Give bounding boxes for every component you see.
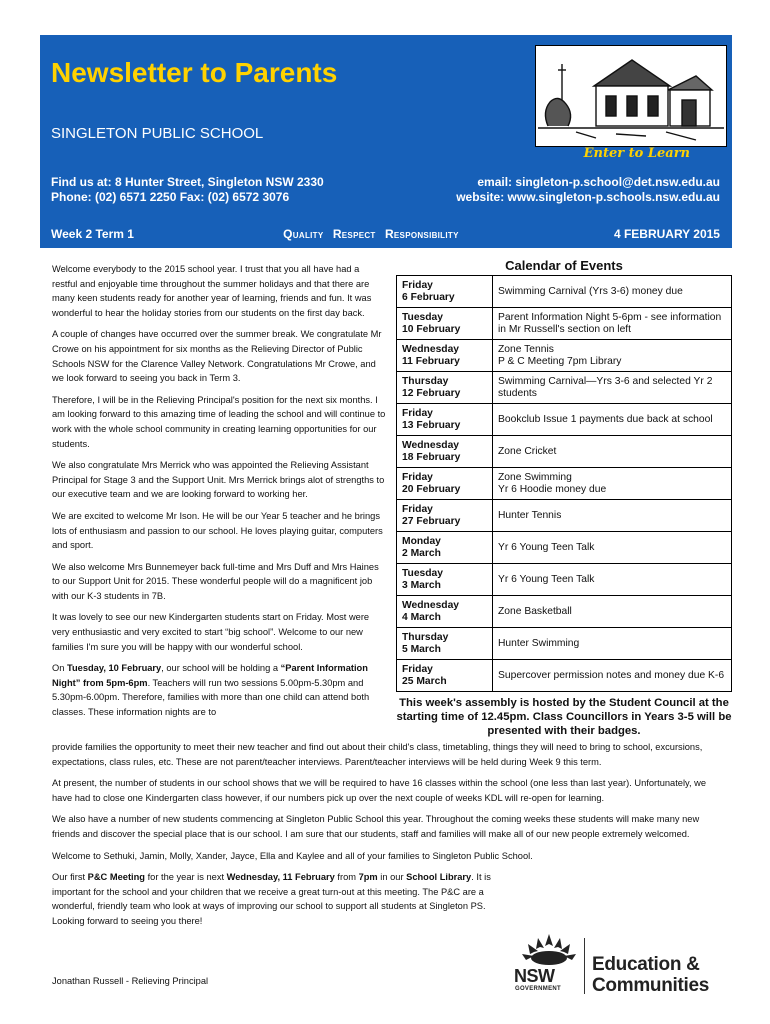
- event-description: Swimming Carnival—Yrs 3-6 and selected Yr 2 students: [493, 372, 732, 404]
- event-description: Yr 6 Young Teen Talk: [493, 532, 732, 564]
- phone-line: Phone: (02) 6571 2250 Fax: (02) 6572 3076: [51, 190, 290, 204]
- address-line: Find us at: 8 Hunter Street, Singleton NSW 2330: [51, 175, 324, 189]
- school-building-picture: [535, 45, 727, 147]
- letter-paragraph: Welcome everybody to the 2015 school year. I trust that you all have had a restful and enjoyable time throughout the summer holidays and that there are many keen students ready for another year of learning, friends and fun. It was wonderful to hear the holiday stories from our students on the first day back.: [52, 264, 372, 318]
- event-description: Parent Information Night 5-6pm - see information in Mr Russell's section on left: [493, 308, 732, 340]
- event-date: [397, 564, 493, 596]
- text: . Teachers will run two sessions 5.00pm-5.30pm and 5.30pm-6.00pm. Therefore, families with more than one child can attend both classes. These information nights are to: [52, 677, 370, 718]
- event-day-month: 13 February: [402, 419, 461, 431]
- text: from: [334, 872, 359, 883]
- event-description: Zone Swimming Yr 6 Hoodie money due: [493, 468, 732, 500]
- text: Our first: [52, 872, 88, 883]
- event-description: Zone Basketball: [493, 596, 732, 628]
- event-weekday: Thursday: [402, 631, 449, 643]
- principal-letter: [52, 262, 387, 727]
- event-description: Yr 6 Young Teen Talk: [493, 564, 732, 596]
- event-weekday: Tuesday: [402, 567, 444, 579]
- calendar-row: [397, 500, 732, 532]
- event-day-month: 12 February: [402, 387, 461, 399]
- text: , our school will be holding a: [161, 663, 281, 674]
- letter-paragraph: provide families the opportunity to meet their new teacher and find out about their child's class, timetabling, things they will need to bring to school, excursions, expectations, class rules, etc. These are not parent/teacher interviews. Parent/teacher interviews will be held during Week 9 this term.: [52, 742, 703, 767]
- letter-paragraph-pc-meeting: [52, 870, 497, 928]
- event-description: Hunter Swimming: [493, 628, 732, 660]
- event-weekday: Wednesday: [402, 439, 460, 451]
- event-date: [397, 500, 493, 532]
- department-line-2: Communities: [592, 975, 710, 996]
- issue-bar: [51, 227, 720, 241]
- event-description: Zone Tennis P & C Meeting 7pm Library: [493, 340, 732, 372]
- pc-meeting-time: 7pm: [358, 872, 378, 883]
- logo-divider: [584, 938, 585, 994]
- event-weekday: Tuesday: [402, 311, 444, 323]
- department-line-1: Education &: [592, 954, 700, 975]
- nsw-education-logo: [512, 932, 732, 997]
- calendar-row: [397, 660, 732, 692]
- signoff: Jonathan Russell - Relieving Principal: [52, 976, 209, 986]
- event-description: Swimming Carnival (Yrs 3-6) money due: [493, 276, 732, 308]
- event-day-month: 25 March: [402, 675, 447, 687]
- letter-paragraph: A couple of changes have occurred over the summer break. We congratulate Mr Crowe on his appointment for six months as the Relieving Director of Public Schools NSW for the Clarence Valley Network. Congratulations Mr Crowe, and we look forward to seeing you back in Term 3.: [52, 329, 382, 384]
- event-day-month: 2 March: [402, 547, 441, 559]
- letter-paragraph: Therefore, I will be in the Relieving Principal's position for the next six months. I am looking forward to this amazing time of leading the school and will continue to work with the whole school community in creating learning opportunities for our students.: [52, 394, 386, 449]
- event-day-month: 5 March: [402, 643, 441, 655]
- event-day-month: 3 March: [402, 579, 441, 591]
- calendar-row: [397, 372, 732, 404]
- event-weekday: Friday: [402, 407, 433, 419]
- calendar-row: [397, 564, 732, 596]
- letter-paragraph: We also congratulate Mrs Merrick who was appointed the Relieving Assistant Principal for Stage 3 and the Support Unit. Mrs Merrick brings alot of strengths to our executive team and we are looking forward to working her.: [52, 460, 385, 500]
- event-weekday: Wednesday: [402, 343, 460, 355]
- newsletter-banner: [40, 35, 732, 248]
- event-weekday: Thursday: [402, 375, 449, 387]
- pc-meeting: P&C Meeting: [87, 872, 145, 883]
- nsw-wordmark: NSW: [514, 966, 555, 986]
- letter-paragraph: Welcome to Sethuki, Jamin, Molly, Xander, Jayce, Ella and Kaylee and all of your families to Singleton Public School.: [52, 850, 533, 861]
- event-weekday: Friday: [402, 471, 433, 483]
- text: in our: [377, 872, 407, 883]
- event-day-month: 6 February: [402, 291, 455, 303]
- school-name: SINGLETON PUBLIC SCHOOL: [51, 125, 264, 142]
- calendar-row: [397, 276, 732, 308]
- event-date: [397, 404, 493, 436]
- calendar-of-events: [396, 257, 732, 692]
- event-day-month: 11 February: [402, 355, 460, 367]
- school-motto: Enter to Learn: [583, 146, 690, 161]
- contact-block: [456, 175, 720, 205]
- school-building-drawing: [536, 46, 726, 146]
- event-day-month: 10 February: [402, 323, 461, 335]
- event-day-month: 4 March: [402, 611, 441, 623]
- event-weekday: Monday: [402, 535, 441, 547]
- event-description: Zone Cricket: [493, 436, 732, 468]
- text: On: [52, 663, 67, 674]
- event-date: [397, 596, 493, 628]
- info-night-title: “Parent Information Night” from 5pm-6pm: [52, 663, 368, 688]
- event-description: Supercover permission notes and money due K-6: [493, 660, 732, 692]
- event-description: Bookclub Issue 1 payments due back at school: [493, 404, 732, 436]
- calendar-row: [397, 628, 732, 660]
- website-line: website: www.singleton-p.schools.nsw.edu.au: [456, 190, 720, 204]
- letter-paragraph-info-night: [52, 661, 387, 719]
- calendar-row: [397, 404, 732, 436]
- calendar-title: Calendar of Events: [397, 257, 732, 276]
- pc-meeting-date: Wednesday, 11 February: [226, 872, 335, 883]
- text: . It is important for the school and your children that we receive a great turn-out at this meeting. The P&C are a wonderful, friendly team who look at ways of improving our school to support all students at Singleton PS. Looking forward to seeing you there!: [52, 872, 491, 926]
- letter-continued: [52, 740, 720, 936]
- email-line: email: singleton-p.school@det.nsw.edu.au: [477, 175, 720, 189]
- letter-paragraph: It was lovely to see our new Kindergarten students start on Friday. Most were very enthusiastic and very excited to start “big school”. Welcome to our new families I'm sure you will be happy with our wonderful school.: [52, 612, 370, 652]
- department-name: [592, 954, 709, 996]
- event-day-month: 20 February: [402, 483, 461, 495]
- text: for the year is next: [144, 872, 227, 883]
- event-description: Hunter Tennis: [493, 500, 732, 532]
- info-night-date: Tuesday, 10 February: [67, 663, 162, 674]
- value-responsibility: Responsibility: [384, 227, 459, 241]
- event-weekday: Friday: [402, 503, 433, 515]
- event-date: [397, 340, 493, 372]
- event-weekday: Friday: [402, 279, 433, 291]
- newsletter-title: Newsletter to Parents: [51, 57, 338, 88]
- assembly-notice: This week's assembly is hosted by the Student Council at the starting time of 12.45pm. Class Councillors in Years 3-5 will be presented with their badges.: [396, 697, 732, 737]
- value-respect: Respect: [332, 227, 376, 241]
- calendar-row: [397, 436, 732, 468]
- calendar-row: [397, 596, 732, 628]
- event-date: [397, 372, 493, 404]
- calendar-row: [397, 308, 732, 340]
- event-date: [397, 308, 493, 340]
- event-date: [397, 532, 493, 564]
- event-date: [397, 468, 493, 500]
- event-day-month: 27 February: [402, 515, 461, 527]
- government-wordmark: GOVERNMENT: [515, 986, 562, 992]
- waratah-icon: [514, 932, 584, 966]
- school-values: [283, 227, 465, 241]
- value-quality: Quality: [283, 227, 324, 241]
- event-date: [397, 660, 493, 692]
- calendar-body: [397, 276, 732, 692]
- calendar-row: [397, 468, 732, 500]
- issue-date: 4 FEBRUARY 2015: [613, 227, 720, 241]
- event-weekday: Friday: [402, 663, 433, 675]
- letter-paragraph: We are excited to welcome Mr Ison. He will be our Year 5 teacher and he brings lots of enthusiasm and passion to our school. He loves playing guitar, computers and sport.: [52, 510, 383, 551]
- event-date: [397, 276, 493, 308]
- week-term: Week 2 Term 1: [51, 227, 134, 241]
- event-date: [397, 628, 493, 660]
- event-date: [397, 436, 493, 468]
- calendar-row: [397, 340, 732, 372]
- letter-paragraph: At present, the number of students in our school shows that we will be required to have 16 classes within the school (one less than last year). Unfortunately, we have had to close one Kindergarten class however, if our numbers pick up over the next couple of weeks KDL will re-open for learning.: [52, 778, 707, 803]
- calendar-row: [397, 532, 732, 564]
- event-weekday: Wednesday: [402, 599, 460, 611]
- address-block: [51, 175, 324, 205]
- letter-paragraph: We also have a number of new students commencing at Singleton Public School this year. Throughout the coming weeks these students will make many new friends and discover the special place that is our school. I am sure that our students, staff and families will make all of our new people extremely welcomed.: [52, 814, 700, 839]
- event-day-month: 18 February: [402, 451, 461, 463]
- pc-meeting-place: School Library: [406, 872, 472, 883]
- letter-paragraph: We also welcome Mrs Bunnemeyer back full-time and Mrs Duff and Mrs Haines to our Support Unit for 2015. These wonderful people will do a magnificent job with our K-3 students in 7B.: [52, 561, 379, 601]
